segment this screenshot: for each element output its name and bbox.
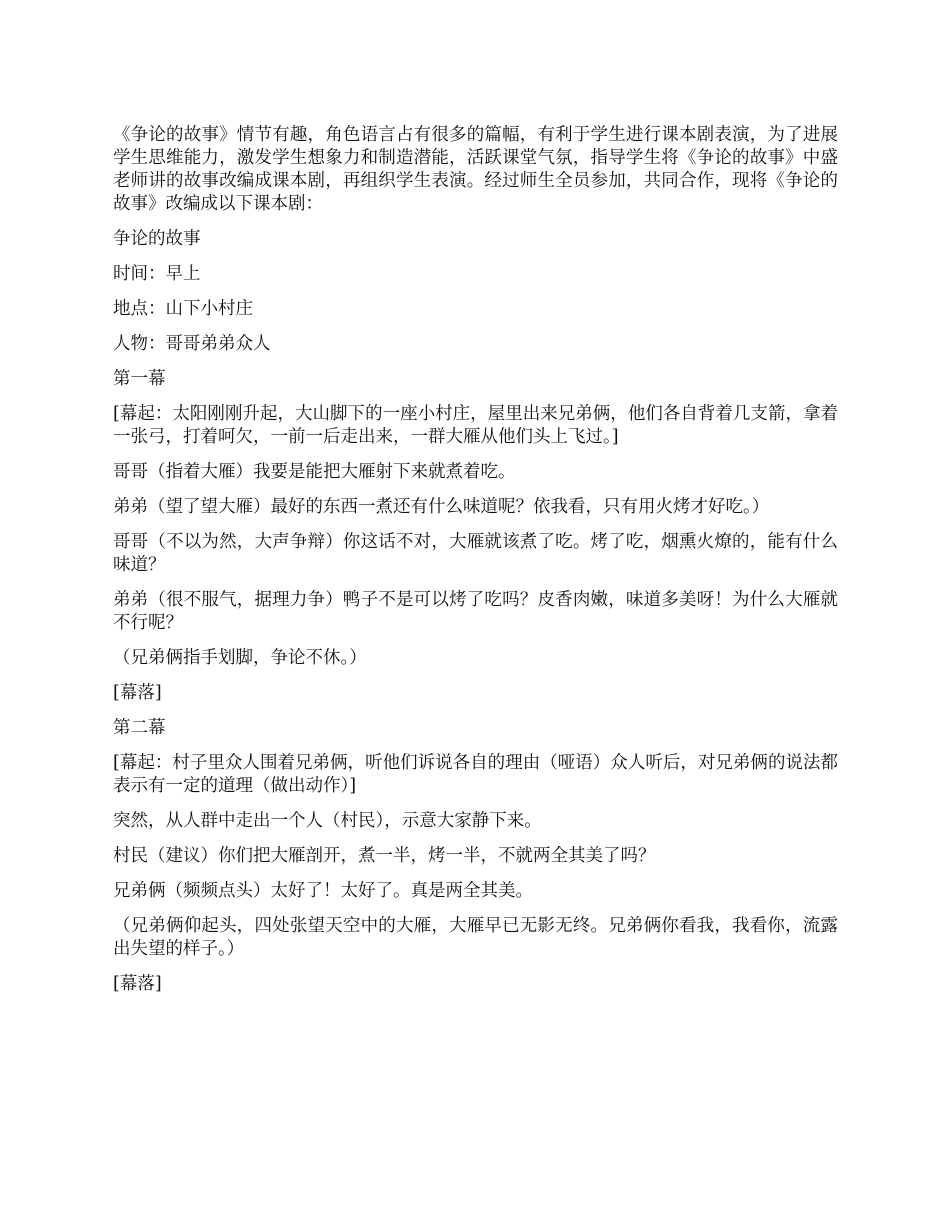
act-two-heading: 第二幕 [113, 718, 166, 738]
stage-direction: （兄弟俩指手划脚，争论不休。） [113, 648, 367, 668]
act-two-stage-direction: [幕起：村子里众人围着兄弟俩，听他们诉说各自的理由（哑语）众人听后，对兄弟俩的说法都表示有一定的道理（做出动作）] [113, 753, 838, 796]
act-one-heading: 第一幕 [113, 369, 166, 389]
dialogue-line: 弟弟（望了望大雁）最好的东西一煮还有什么味道呢？依我看，只有用火烤才好吃。） [113, 497, 770, 517]
dialogue-line: 哥哥（不以为然，大声争辩）你这话不对，大雁就该煮了吃。烤了吃，烟熏火燎的，能有什么味道？ [113, 532, 838, 575]
play-title: 争论的故事 [113, 229, 201, 249]
document-body [113, 124, 838, 1008]
dialogue-line: 哥哥（指着大雁）我要是能把大雁射下来就煮着吃。 [113, 462, 516, 482]
dialogue-line: 兄弟俩（频频点头）太好了！太好了。真是两全其美。 [113, 881, 533, 901]
narration-line: 突然，从人群中走出一个人（村民），示意大家静下来。 [113, 811, 542, 831]
curtain-down: [幕落] [113, 683, 162, 703]
curtain-down: [幕落] [113, 974, 162, 994]
dialogue-line: 村民（建议）你们把大雁剖开，煮一半，烤一半，不就两全其美了吗？ [113, 846, 656, 866]
play-location: 地点：山下小村庄 [113, 299, 253, 319]
act-one-stage-direction: [幕起：太阳刚刚升起，大山脚下的一座小村庄，屋里出来兄弟俩，他们各自背着几支箭，拿着一张弓，打着呵欠，一前一后走出来，一群大雁从他们头上飞过。] [113, 404, 838, 447]
play-time: 时间：早上 [113, 264, 201, 284]
intro-paragraph: 《争论的故事》情节有趣，角色语言占有很多的篇幅，有利于学生进行课本剧表演，为了进展学生思维能力，激发学生想象力和制造潜能，活跃课堂气氛，指导学生将《争论的故事》中盛老师讲的故事改编成课本剧，再组织学生表演。经过师生全员参加，共同合作，现将《争论的故事》改编成以下课本剧： [113, 125, 838, 214]
play-characters: 人物：哥哥弟弟众人 [113, 334, 271, 354]
dialogue-line: 弟弟（很不服气，据理力争）鸭子不是可以烤了吃吗？皮香肉嫩，味道多美呀！为什么大雁就不行呢？ [113, 590, 838, 633]
stage-direction: （兄弟俩仰起头，四处张望天空中的大雁，大雁早已无影无终。兄弟俩你看我，我看你，流露出失望的样子。） [113, 916, 838, 959]
